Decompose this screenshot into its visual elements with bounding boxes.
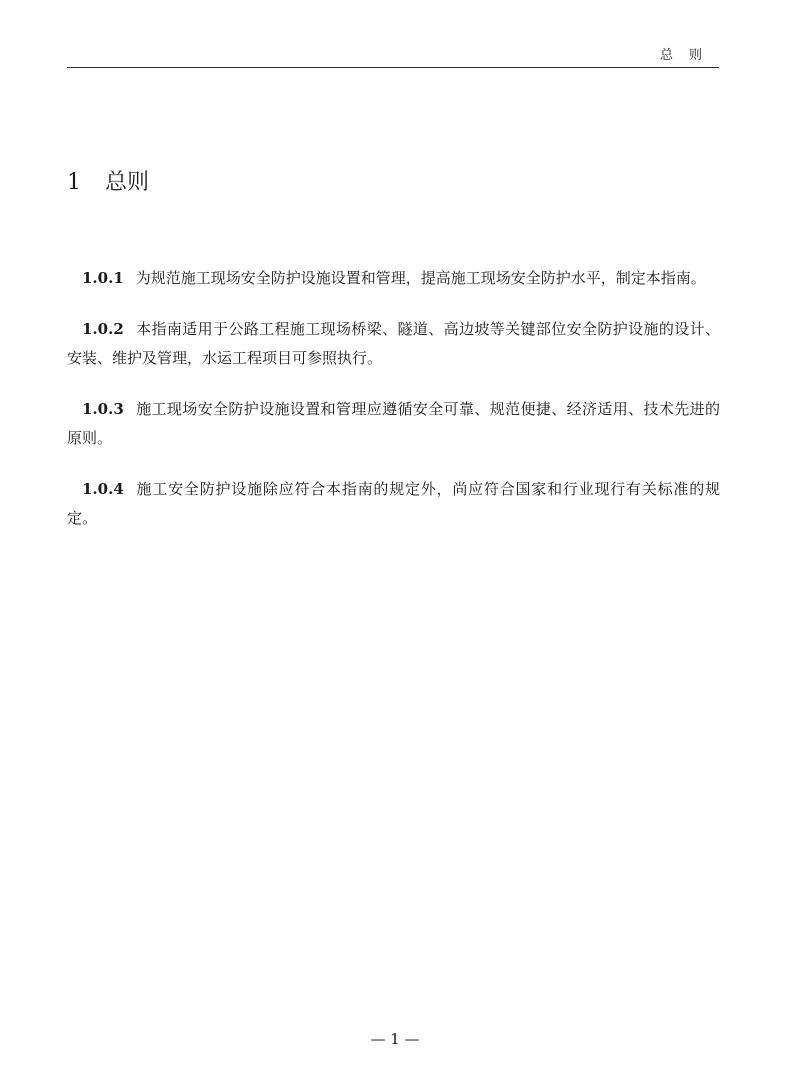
clause-1-0-2 <box>67 315 720 373</box>
clause-1-0-1 <box>67 264 720 293</box>
page-number: — 1 — <box>370 1030 420 1048</box>
clause-text: 为规范施工现场安全防护设施设置和管理，提高施工现场安全防护水平，制定本指南。 <box>135 269 706 287</box>
chapter-title <box>67 165 149 196</box>
header-divider <box>67 67 719 68</box>
clause-list <box>67 264 720 555</box>
clause-text: 施工现场安全防护设施设置和管理应遵循安全可靠、规范便捷、经济适用、技术先进的原则。 <box>67 400 720 447</box>
clause-1-0-4 <box>67 475 720 533</box>
chapter-title-text: 总则 <box>105 170 150 195</box>
chapter-number: 1 <box>67 170 81 195</box>
clause-text: 本指南适用于公路工程施工现场桥梁、隧道、高边坡等关键部位安全防护设施的设计、安装、维护及管理，水运工程项目可参照执行。 <box>67 320 720 367</box>
clause-text: 施工安全防护设施除应符合本指南的规定外，尚应符合国家和行业现行有关标准的规定。 <box>67 480 720 527</box>
clause-number: 1.0.3 <box>82 400 124 418</box>
clause-1-0-3 <box>67 395 720 453</box>
clause-number: 1.0.2 <box>82 320 124 338</box>
clause-number: 1.0.4 <box>82 480 124 498</box>
clause-number: 1.0.1 <box>82 269 124 287</box>
running-header: 总则 <box>659 48 718 63</box>
